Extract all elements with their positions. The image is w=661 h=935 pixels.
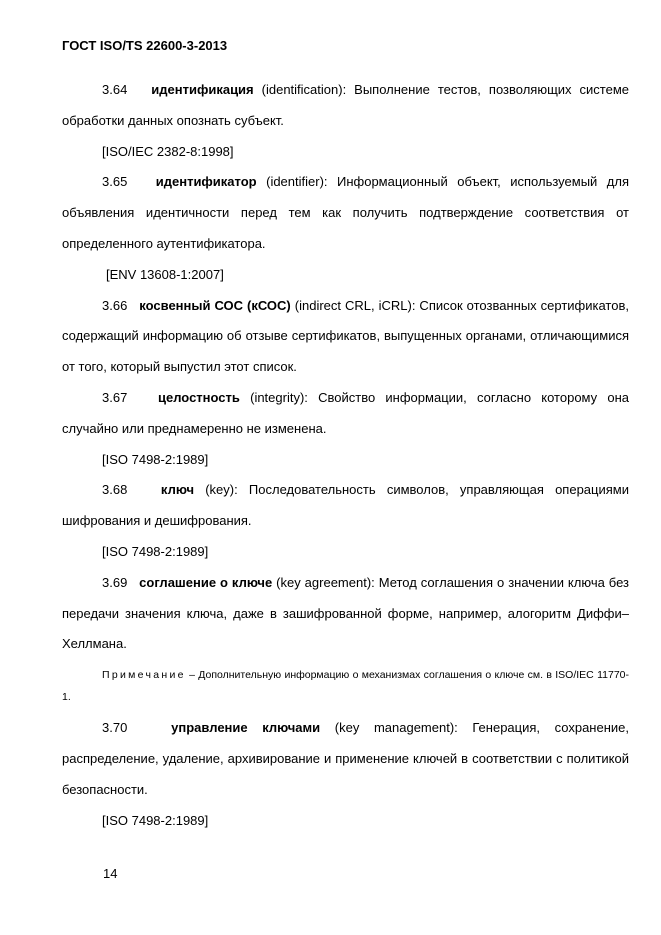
- term-number: 3.68: [102, 482, 128, 498]
- term-definition: (integrity): Свойство информации, согласно которому она случайно или преднамеренно не изменена.: [62, 389, 629, 436]
- note-text: – Дополнительную информацию о механизмах соглашения о ключе см. в ISO/IEC 11770-1.: [62, 669, 629, 703]
- term-number: 3.64: [102, 82, 128, 97]
- document-header: ГОСТ ISO/TS 22600-3-2013: [62, 38, 228, 53]
- term-definition: (key agreement): Метод соглашения о значении ключа без передачи значения ключа, даже в зашифрованной форме, например, алогоритм Диффи–Хеллмана.: [62, 574, 629, 652]
- term-definition: (identification): Выполнение тестов, позволяющих системе обработки данных опознать субъект.: [62, 82, 629, 128]
- term-title: соглашение о ключе: [139, 574, 273, 590]
- term-definition: (key): Последовательность символов, управляющая операциями шифрования и дешифрования.: [62, 482, 629, 529]
- term-reference: [ENV 13608-1:2007]: [106, 266, 224, 282]
- document-body: [62, 75, 629, 836]
- term-reference: [ISO 7498-2:1989]: [102, 451, 209, 467]
- term-title: целостность: [157, 389, 240, 405]
- page-number: 14: [103, 866, 118, 881]
- term-reference: [ISO 7498-2:1989]: [102, 812, 209, 828]
- term-title: идентификатор: [155, 174, 257, 190]
- term-entry: [62, 291, 629, 383]
- term-definition: (key management): Генерация, сохранение, распределение, удаление, архивирование и применение ключей в соответствии с политикой безопасности.: [62, 720, 630, 797]
- term-number: 3.66: [102, 297, 128, 313]
- term-entry: [62, 75, 629, 137]
- term-number: 3.70: [102, 720, 128, 736]
- term-reference: [ISO/IEC 2382-8:1998]: [102, 143, 234, 159]
- term-definition: (indirect CRL, iCRL): Список отозванных сертификатов, содержащий информацию об отзыве сертификатов, выпущенных органами, отличающимися от того, который выпустил этот список.: [62, 297, 629, 375]
- note-label: Примечание: [102, 669, 186, 682]
- term-number: 3.69: [102, 574, 128, 590]
- term-entry: [62, 167, 629, 259]
- term-title: ключ: [160, 482, 194, 498]
- term-definition: (identifier): Информационный объект, используемый для объявления идентичности перед тем как получить подтверждение соответствия от определенного аутентификатора.: [62, 174, 629, 251]
- term-title: идентификация: [151, 82, 254, 97]
- term-entry: [62, 568, 629, 660]
- term-number: 3.65: [102, 174, 128, 190]
- term-title: управление ключами: [171, 720, 321, 736]
- term-entry: [62, 713, 629, 805]
- term-reference: [ISO 7498-2:1989]: [102, 543, 209, 559]
- term-entry: [62, 383, 629, 445]
- term-entry: [62, 475, 629, 537]
- term-number: 3.67: [102, 389, 128, 405]
- term-title: косвенный СОС (кСОС): [139, 297, 291, 313]
- term-note: [62, 665, 629, 708]
